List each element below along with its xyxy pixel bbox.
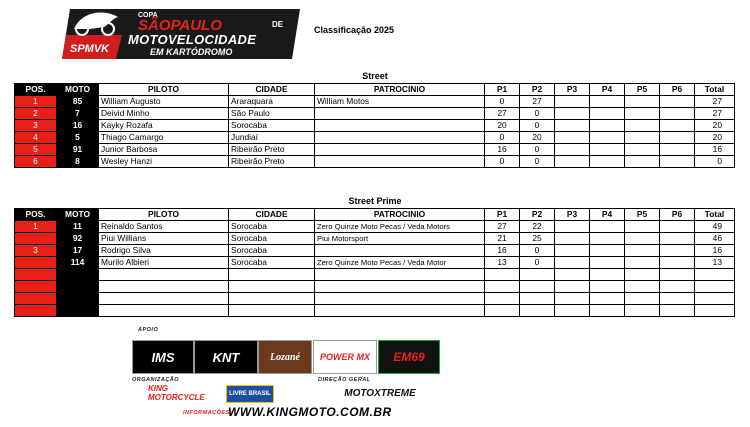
informacoes-label: INFORMAÇÕES: xyxy=(183,410,233,416)
cell-patrocinio xyxy=(315,144,485,156)
cell-pos: 6 xyxy=(15,156,57,168)
cell-pos: 3 xyxy=(15,120,57,132)
cell-cidade: São Paulo xyxy=(229,108,315,120)
cell-p3 xyxy=(555,305,590,317)
cell-p5 xyxy=(625,144,660,156)
cell-p6 xyxy=(660,293,695,305)
cell-p3 xyxy=(555,269,590,281)
cell-p3 xyxy=(555,144,590,156)
column-header-p5: P5 xyxy=(625,84,660,96)
cell-p3 xyxy=(555,96,590,108)
cell-pos: 1 xyxy=(15,221,57,233)
org-name: LIVRE BRASIL xyxy=(229,391,271,397)
table-row xyxy=(15,120,735,132)
cell-p1: 20 xyxy=(485,120,520,132)
sponsor-name: IMS xyxy=(151,349,175,365)
cell-moto: 5 xyxy=(57,132,99,144)
cell-p3 xyxy=(555,221,590,233)
cell-p5 xyxy=(625,281,660,293)
cell-moto: 7 xyxy=(57,108,99,120)
cell-piloto xyxy=(99,269,229,281)
column-header-cidade: CIDADE xyxy=(229,84,315,96)
table-row xyxy=(15,257,735,269)
column-header-pos: POS. xyxy=(15,84,57,96)
cell-p5 xyxy=(625,233,660,245)
cell-p5 xyxy=(625,293,660,305)
cell-pos xyxy=(15,305,57,317)
cell-total: 13 xyxy=(695,257,735,269)
cell-piloto: Deivid Minho xyxy=(99,108,229,120)
cell-piloto: Junior Barbosa xyxy=(99,144,229,156)
sponsor-powermx-logo xyxy=(313,340,377,374)
column-header-piloto: PILOTO xyxy=(99,84,229,96)
cell-piloto: Wesley Hanzi xyxy=(99,156,229,168)
cell-p4 xyxy=(590,144,625,156)
cell-p3 xyxy=(555,293,590,305)
sponsor-lozane-logo xyxy=(258,340,312,374)
cell-p3 xyxy=(555,245,590,257)
cell-moto: 17 xyxy=(57,245,99,257)
street-prime-table xyxy=(14,208,735,317)
cell-p2: 0 xyxy=(520,120,555,132)
table-row xyxy=(15,269,735,281)
table-row xyxy=(15,293,735,305)
cell-p2 xyxy=(520,305,555,317)
cell-cidade xyxy=(229,305,315,317)
cell-p6 xyxy=(660,96,695,108)
cell-p5 xyxy=(625,269,660,281)
cell-p1 xyxy=(485,305,520,317)
column-header-p1: P1 xyxy=(485,84,520,96)
table-header-row xyxy=(15,84,735,96)
table-row xyxy=(15,132,735,144)
cell-p6 xyxy=(660,144,695,156)
street-title: Street xyxy=(362,71,388,81)
table-row xyxy=(15,108,735,120)
cell-p6 xyxy=(660,233,695,245)
column-header-p5: P5 xyxy=(625,209,660,221)
cell-p1: 0 xyxy=(485,96,520,108)
cell-piloto: Reinaldo Santos xyxy=(99,221,229,233)
column-header-p4: P4 xyxy=(590,84,625,96)
cell-patrocinio xyxy=(315,269,485,281)
cell-moto: 11 xyxy=(57,221,99,233)
cell-p1 xyxy=(485,269,520,281)
cell-p5 xyxy=(625,108,660,120)
cell-total: 0 xyxy=(695,156,735,168)
cell-cidade: Sorocaba xyxy=(229,233,315,245)
cell-patrocinio: Piui Motorsport xyxy=(315,233,485,245)
sponsor-name: KNT xyxy=(212,349,240,365)
cell-moto xyxy=(57,293,99,305)
table-row xyxy=(15,156,735,168)
cell-p5 xyxy=(625,245,660,257)
cell-cidade: Araraquara xyxy=(229,96,315,108)
cell-p1: 0 xyxy=(485,132,520,144)
cell-cidade xyxy=(229,281,315,293)
cell-moto xyxy=(57,305,99,317)
table-row xyxy=(15,221,735,233)
cell-cidade: Sorocaba xyxy=(229,221,315,233)
table-row xyxy=(15,281,735,293)
cell-p6 xyxy=(660,120,695,132)
column-header-moto: MOTO xyxy=(57,209,99,221)
column-header-p1: P1 xyxy=(485,209,520,221)
cell-piloto: Rodrigo Silva xyxy=(99,245,229,257)
cell-pos: 3 xyxy=(15,245,57,257)
cell-cidade: Sorocaba xyxy=(229,120,315,132)
sponsor-name: Lozané xyxy=(270,351,300,363)
column-header-piloto: PILOTO xyxy=(99,209,229,221)
column-header-total: Total xyxy=(695,84,735,96)
column-header-p2: P2 xyxy=(520,84,555,96)
cell-patrocinio xyxy=(315,245,485,257)
cell-p2: 27 xyxy=(520,96,555,108)
sponsor-name: POWER MX xyxy=(319,352,370,362)
cell-p4 xyxy=(590,156,625,168)
column-header-total: Total xyxy=(695,209,735,221)
table-row xyxy=(15,233,735,245)
cell-p4 xyxy=(590,108,625,120)
table-row xyxy=(15,305,735,317)
cell-p3 xyxy=(555,281,590,293)
cell-patrocinio xyxy=(315,120,485,132)
cell-p4 xyxy=(590,132,625,144)
column-header-moto: MOTO xyxy=(57,84,99,96)
cell-p4 xyxy=(590,221,625,233)
cell-moto: 16 xyxy=(57,120,99,132)
cell-cidade: Ribeirão Preto xyxy=(229,156,315,168)
cell-patrocinio xyxy=(315,108,485,120)
cell-cidade: Ribeirão Preto xyxy=(229,144,315,156)
cell-pos xyxy=(15,293,57,305)
street-prime-title: Street Prime xyxy=(348,196,402,206)
column-header-cidade: CIDADE xyxy=(229,209,315,221)
cell-p4 xyxy=(590,233,625,245)
logo-top-text: COPA xyxy=(138,12,158,19)
cell-p5 xyxy=(625,156,660,168)
cell-piloto xyxy=(99,281,229,293)
cell-patrocinio xyxy=(315,132,485,144)
cell-moto: 85 xyxy=(57,96,99,108)
cell-cidade xyxy=(229,293,315,305)
cell-p2: 0 xyxy=(520,245,555,257)
cell-total: 20 xyxy=(695,132,735,144)
cell-piloto: Kayky Rozafa xyxy=(99,120,229,132)
sponsor-em69-logo xyxy=(378,340,440,374)
logo-line2: MOTOVELOCIDADE xyxy=(128,32,257,47)
cell-p2 xyxy=(520,269,555,281)
cell-total xyxy=(695,293,735,305)
table-header-row xyxy=(15,209,735,221)
event-logo xyxy=(60,5,305,63)
cell-p6 xyxy=(660,156,695,168)
cell-pos xyxy=(15,269,57,281)
cell-patrocinio xyxy=(315,281,485,293)
cell-total: 16 xyxy=(695,245,735,257)
column-header-patrocinio: PATROCINIO xyxy=(315,84,485,96)
org-name: MOTOXTREME xyxy=(344,387,416,399)
cell-pos xyxy=(15,257,57,269)
cell-total: 16 xyxy=(695,144,735,156)
cell-p1: 21 xyxy=(485,233,520,245)
cell-cidade: Jundiaí xyxy=(229,132,315,144)
cell-p6 xyxy=(660,245,695,257)
cell-p1: 27 xyxy=(485,221,520,233)
cell-pos xyxy=(15,233,57,245)
cell-p6 xyxy=(660,257,695,269)
cell-p4 xyxy=(590,245,625,257)
cell-p1 xyxy=(485,281,520,293)
cell-moto: 114 xyxy=(57,257,99,269)
sponsor-knt-logo xyxy=(194,340,258,374)
cell-pos: 5 xyxy=(15,144,57,156)
cell-p6 xyxy=(660,221,695,233)
cell-p2: 0 xyxy=(520,144,555,156)
cell-patrocinio xyxy=(315,305,485,317)
column-header-p2: P2 xyxy=(520,209,555,221)
column-header-p6: P6 xyxy=(660,209,695,221)
cell-moto xyxy=(57,269,99,281)
cell-p6 xyxy=(660,132,695,144)
column-header-pos: POS. xyxy=(15,209,57,221)
cell-pos xyxy=(15,281,57,293)
sponsor-name: EM69 xyxy=(393,350,425,364)
cell-piloto: Piui Willians xyxy=(99,233,229,245)
cell-p4 xyxy=(590,281,625,293)
cell-pos: 1 xyxy=(15,96,57,108)
cell-p3 xyxy=(555,156,590,168)
cell-p2 xyxy=(520,293,555,305)
apoio-label: APOIO xyxy=(138,327,159,333)
cell-patrocinio xyxy=(315,293,485,305)
table-row xyxy=(15,96,735,108)
cell-p2: 0 xyxy=(520,156,555,168)
cell-p5 xyxy=(625,221,660,233)
cell-p2: 20 xyxy=(520,132,555,144)
cell-p5 xyxy=(625,257,660,269)
cell-p3 xyxy=(555,233,590,245)
cell-total: 20 xyxy=(695,120,735,132)
cell-patrocinio: Zero Quinze Moto Pecas / Veda Motors xyxy=(315,221,485,233)
organizacao-label: ORGANIZAÇÃO xyxy=(132,377,180,383)
cell-cidade: Sorocaba xyxy=(229,245,315,257)
cell-p5 xyxy=(625,132,660,144)
cell-moto: 8 xyxy=(57,156,99,168)
cell-piloto: Murilo Albieri xyxy=(99,257,229,269)
cell-cidade: Sorocaba xyxy=(229,257,315,269)
cell-patrocinio: Zero Quinze Moto Pecas / Veda Motor xyxy=(315,257,485,269)
cell-p3 xyxy=(555,132,590,144)
cell-p4 xyxy=(590,120,625,132)
column-header-p4: P4 xyxy=(590,209,625,221)
cell-moto xyxy=(57,281,99,293)
website-link[interactable]: WWW.KINGMOTO.COM.BR xyxy=(228,405,392,419)
cell-p3 xyxy=(555,257,590,269)
cell-p1: 16 xyxy=(485,245,520,257)
cell-p6 xyxy=(660,108,695,120)
cell-moto: 92 xyxy=(57,233,99,245)
table-row xyxy=(15,245,735,257)
logo-line1-suffix: DE xyxy=(272,20,284,29)
cell-p5 xyxy=(625,305,660,317)
cell-p1: 16 xyxy=(485,144,520,156)
cell-piloto: William Augusto xyxy=(99,96,229,108)
cell-p6 xyxy=(660,281,695,293)
cell-p1 xyxy=(485,293,520,305)
cell-p1: 13 xyxy=(485,257,520,269)
cell-p5 xyxy=(625,120,660,132)
logo-line1: SÃOPAULO xyxy=(138,17,222,34)
cell-p2: 0 xyxy=(520,257,555,269)
cell-p4 xyxy=(590,293,625,305)
column-header-p6: P6 xyxy=(660,84,695,96)
cell-p2: 22 xyxy=(520,221,555,233)
org-name: KING MOTORCYCLE xyxy=(148,384,205,402)
cell-pos: 4 xyxy=(15,132,57,144)
cell-patrocinio xyxy=(315,156,485,168)
cell-total: 27 xyxy=(695,96,735,108)
cell-p3 xyxy=(555,108,590,120)
king-motorcycle-logo xyxy=(148,385,218,401)
cell-pos: 2 xyxy=(15,108,57,120)
column-header-p3: P3 xyxy=(555,209,590,221)
motoxtreme-logo xyxy=(330,385,430,401)
cell-p4 xyxy=(590,257,625,269)
cell-p6 xyxy=(660,269,695,281)
direcao-label: DIREÇÃO GERAL xyxy=(318,377,371,383)
cell-p4 xyxy=(590,269,625,281)
street-table xyxy=(14,83,735,168)
cell-p6 xyxy=(660,305,695,317)
cell-total: 46 xyxy=(695,233,735,245)
logo-badge: SPMVK xyxy=(70,43,110,55)
cell-moto: 91 xyxy=(57,144,99,156)
cell-p4 xyxy=(590,96,625,108)
column-header-patrocinio: PATROCINIO xyxy=(315,209,485,221)
cell-p2 xyxy=(520,281,555,293)
cell-p4 xyxy=(590,305,625,317)
livre-brasil-logo xyxy=(226,385,274,403)
cell-total xyxy=(695,269,735,281)
cell-p2: 25 xyxy=(520,233,555,245)
cell-patrocinio: William Motos xyxy=(315,96,485,108)
cell-total xyxy=(695,281,735,293)
sponsor-ims-logo xyxy=(132,340,194,374)
cell-piloto xyxy=(99,293,229,305)
column-header-p3: P3 xyxy=(555,84,590,96)
cell-p1: 27 xyxy=(485,108,520,120)
cell-total xyxy=(695,305,735,317)
table-row xyxy=(15,144,735,156)
cell-total: 49 xyxy=(695,221,735,233)
cell-piloto xyxy=(99,305,229,317)
cell-total: 27 xyxy=(695,108,735,120)
season-title: Classificação 2025 xyxy=(314,25,395,35)
cell-p1: 0 xyxy=(485,156,520,168)
cell-piloto: Thiago Camargo xyxy=(99,132,229,144)
cell-p2: 0 xyxy=(520,108,555,120)
logo-line3: EM KARTÓDROMO xyxy=(150,47,233,57)
cell-cidade xyxy=(229,269,315,281)
cell-p3 xyxy=(555,120,590,132)
cell-p5 xyxy=(625,96,660,108)
